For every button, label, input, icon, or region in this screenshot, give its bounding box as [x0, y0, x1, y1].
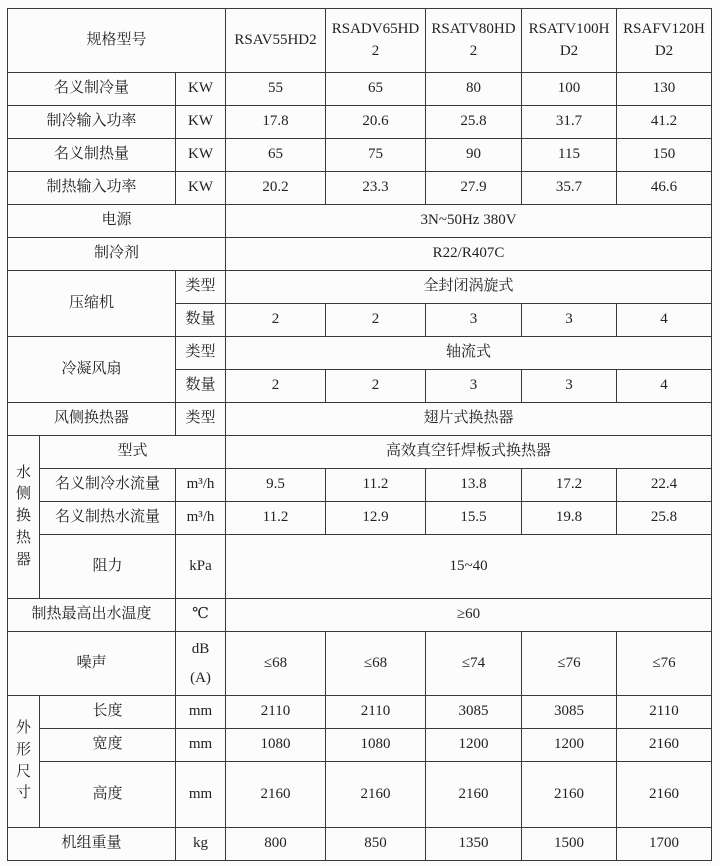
heating-capacity-value: 75 — [326, 139, 426, 172]
unit-cell: KW — [176, 139, 226, 172]
fan-qty-value: 2 — [326, 370, 426, 403]
cooling-input-power-value: 25.8 — [426, 106, 522, 139]
fan-qty-value: 3 — [426, 370, 522, 403]
compressor-qty-value: 3 — [426, 304, 522, 337]
water-hx-form-row — [8, 436, 712, 469]
refrigerant-label: 制冷剂 — [8, 238, 226, 271]
fan-qty-value: 4 — [617, 370, 712, 403]
cooling-capacity-value: 65 — [326, 73, 426, 106]
unit-cell: kg — [176, 828, 226, 861]
unit-cell: m³/h — [176, 469, 226, 502]
width-value: 1200 — [426, 729, 522, 762]
cooling-input-power-value: 41.2 — [617, 106, 712, 139]
compressor-label: 压缩机 — [8, 271, 176, 337]
heating-capacity-value: 150 — [617, 139, 712, 172]
fan-type-value: 轴流式 — [226, 337, 712, 370]
compressor-qty-label: 数量 — [176, 304, 226, 337]
compressor-type-value: 全封闭涡旋式 — [226, 271, 712, 304]
noise-value: ≤68 — [326, 632, 426, 696]
water-side-hx-group-label: 水侧换热器 — [8, 436, 40, 599]
length-value: 2110 — [617, 696, 712, 729]
noise-unit: dB(A) — [190, 641, 211, 686]
height-value: 2160 — [326, 762, 426, 828]
model-name: RSADV65HD2 — [326, 9, 426, 73]
height-value: 2160 — [617, 762, 712, 828]
heating-capacity-value: 65 — [226, 139, 326, 172]
condenser-fan-label: 冷凝风扇 — [8, 337, 176, 403]
length-label: 长度 — [40, 696, 176, 729]
heating-capacity-value: 115 — [522, 139, 617, 172]
cooling-capacity-value: 130 — [617, 73, 712, 106]
cooling-flow-value: 22.4 — [617, 469, 712, 502]
noise-row — [8, 632, 712, 696]
heating-input-power-row — [8, 172, 712, 205]
heating-input-power-label: 制热输入功率 — [8, 172, 176, 205]
unit-cell: KW — [176, 106, 226, 139]
max-outlet-temp-row — [8, 599, 712, 632]
power-supply-row — [8, 205, 712, 238]
compressor-qty-value: 2 — [326, 304, 426, 337]
noise-label: 噪声 — [8, 632, 176, 696]
air-side-hx-label: 风侧换热器 — [8, 403, 176, 436]
refrigerant-row — [8, 238, 712, 271]
header-row — [8, 9, 712, 73]
model-name: RSAV55HD2 — [226, 9, 326, 73]
heating-capacity-row — [8, 139, 712, 172]
height-value: 2160 — [426, 762, 522, 828]
cooling-capacity-row — [8, 73, 712, 106]
unit-cell: m³/h — [176, 502, 226, 535]
model-name: RSAFV120HD2 — [617, 9, 712, 73]
model-name: RSATV100HD2 — [522, 9, 617, 73]
unit-cell — [176, 632, 226, 696]
height-label: 高度 — [40, 762, 176, 828]
max-outlet-temp-value: ≥60 — [226, 599, 712, 632]
width-value: 1200 — [522, 729, 617, 762]
noise-value: ≤76 — [522, 632, 617, 696]
cooling-input-power-row — [8, 106, 712, 139]
height-value: 2160 — [226, 762, 326, 828]
heating-flow-value: 19.8 — [522, 502, 617, 535]
compressor-qty-value: 3 — [522, 304, 617, 337]
heating-flow-value: 25.8 — [617, 502, 712, 535]
unit-cell: KW — [176, 172, 226, 205]
spec-model-header: 规格型号 — [8, 9, 226, 73]
water-hx-form-label: 型式 — [40, 436, 226, 469]
unit-cell: mm — [176, 729, 226, 762]
compressor-qty-value: 4 — [617, 304, 712, 337]
width-value: 1080 — [326, 729, 426, 762]
height-row — [8, 762, 712, 828]
unit-cell: mm — [176, 696, 226, 729]
compressor-type-row — [8, 271, 712, 304]
width-row — [8, 729, 712, 762]
noise-value: ≤74 — [426, 632, 522, 696]
cooling-input-power-value: 31.7 — [522, 106, 617, 139]
width-value: 1080 — [226, 729, 326, 762]
cooling-input-power-value: 20.6 — [326, 106, 426, 139]
cooling-capacity-value: 55 — [226, 73, 326, 106]
resistance-value: 15~40 — [226, 535, 712, 599]
power-supply-value: 3N~50Hz 380V — [226, 205, 712, 238]
refrigerant-value: R22/R407C — [226, 238, 712, 271]
air-side-hx-row — [8, 403, 712, 436]
air-side-hx-type-label: 类型 — [176, 403, 226, 436]
dimensions-group-label: 外形尺寸 — [8, 696, 40, 828]
heating-input-power-value: 27.9 — [426, 172, 522, 205]
cooling-flow-row — [8, 469, 712, 502]
heating-flow-value: 11.2 — [226, 502, 326, 535]
unit-cell: mm — [176, 762, 226, 828]
fan-type-row — [8, 337, 712, 370]
noise-value: ≤76 — [617, 632, 712, 696]
cooling-flow-value: 9.5 — [226, 469, 326, 502]
cooling-flow-label: 名义制冷水流量 — [40, 469, 176, 502]
spec-table — [7, 8, 712, 861]
compressor-qty-value: 2 — [226, 304, 326, 337]
water-hx-form-value: 高效真空钎焊板式换热器 — [226, 436, 712, 469]
heating-input-power-value: 46.6 — [617, 172, 712, 205]
unit-weight-value: 1700 — [617, 828, 712, 861]
resistance-row — [8, 535, 712, 599]
heating-flow-value: 15.5 — [426, 502, 522, 535]
unit-weight-label: 机组重量 — [8, 828, 176, 861]
fan-qty-value: 3 — [522, 370, 617, 403]
heating-input-power-value: 35.7 — [522, 172, 617, 205]
unit-weight-value: 850 — [326, 828, 426, 861]
unit-cell: ℃ — [176, 599, 226, 632]
compressor-type-label: 类型 — [176, 271, 226, 304]
heating-input-power-value: 20.2 — [226, 172, 326, 205]
unit-weight-value: 1350 — [426, 828, 522, 861]
heating-input-power-value: 23.3 — [326, 172, 426, 205]
unit-weight-row — [8, 828, 712, 861]
heating-flow-row — [8, 502, 712, 535]
heating-capacity-value: 90 — [426, 139, 522, 172]
cooling-flow-value: 17.2 — [522, 469, 617, 502]
length-row — [8, 696, 712, 729]
heating-capacity-label: 名义制热量 — [8, 139, 176, 172]
resistance-label: 阻力 — [40, 535, 176, 599]
width-label: 宽度 — [40, 729, 176, 762]
cooling-capacity-value: 100 — [522, 73, 617, 106]
cooling-input-power-label: 制冷输入功率 — [8, 106, 176, 139]
model-name: RSATV80HD2 — [426, 9, 522, 73]
length-value: 3085 — [522, 696, 617, 729]
width-value: 2160 — [617, 729, 712, 762]
unit-weight-value: 800 — [226, 828, 326, 861]
noise-value: ≤68 — [226, 632, 326, 696]
fan-type-label: 类型 — [176, 337, 226, 370]
unit-weight-value: 1500 — [522, 828, 617, 861]
power-supply-label: 电源 — [8, 205, 226, 238]
cooling-flow-value: 11.2 — [326, 469, 426, 502]
cooling-capacity-label: 名义制冷量 — [8, 73, 176, 106]
fan-qty-value: 2 — [226, 370, 326, 403]
length-value: 3085 — [426, 696, 522, 729]
length-value: 2110 — [226, 696, 326, 729]
unit-cell: kPa — [176, 535, 226, 599]
max-outlet-temp-label: 制热最高出水温度 — [8, 599, 176, 632]
air-side-hx-type-value: 翅片式换热器 — [226, 403, 712, 436]
cooling-input-power-value: 17.8 — [226, 106, 326, 139]
cooling-flow-value: 13.8 — [426, 469, 522, 502]
cooling-capacity-value: 80 — [426, 73, 522, 106]
fan-qty-label: 数量 — [176, 370, 226, 403]
heating-flow-label: 名义制热水流量 — [40, 502, 176, 535]
height-value: 2160 — [522, 762, 617, 828]
unit-cell: KW — [176, 73, 226, 106]
length-value: 2110 — [326, 696, 426, 729]
heating-flow-value: 12.9 — [326, 502, 426, 535]
